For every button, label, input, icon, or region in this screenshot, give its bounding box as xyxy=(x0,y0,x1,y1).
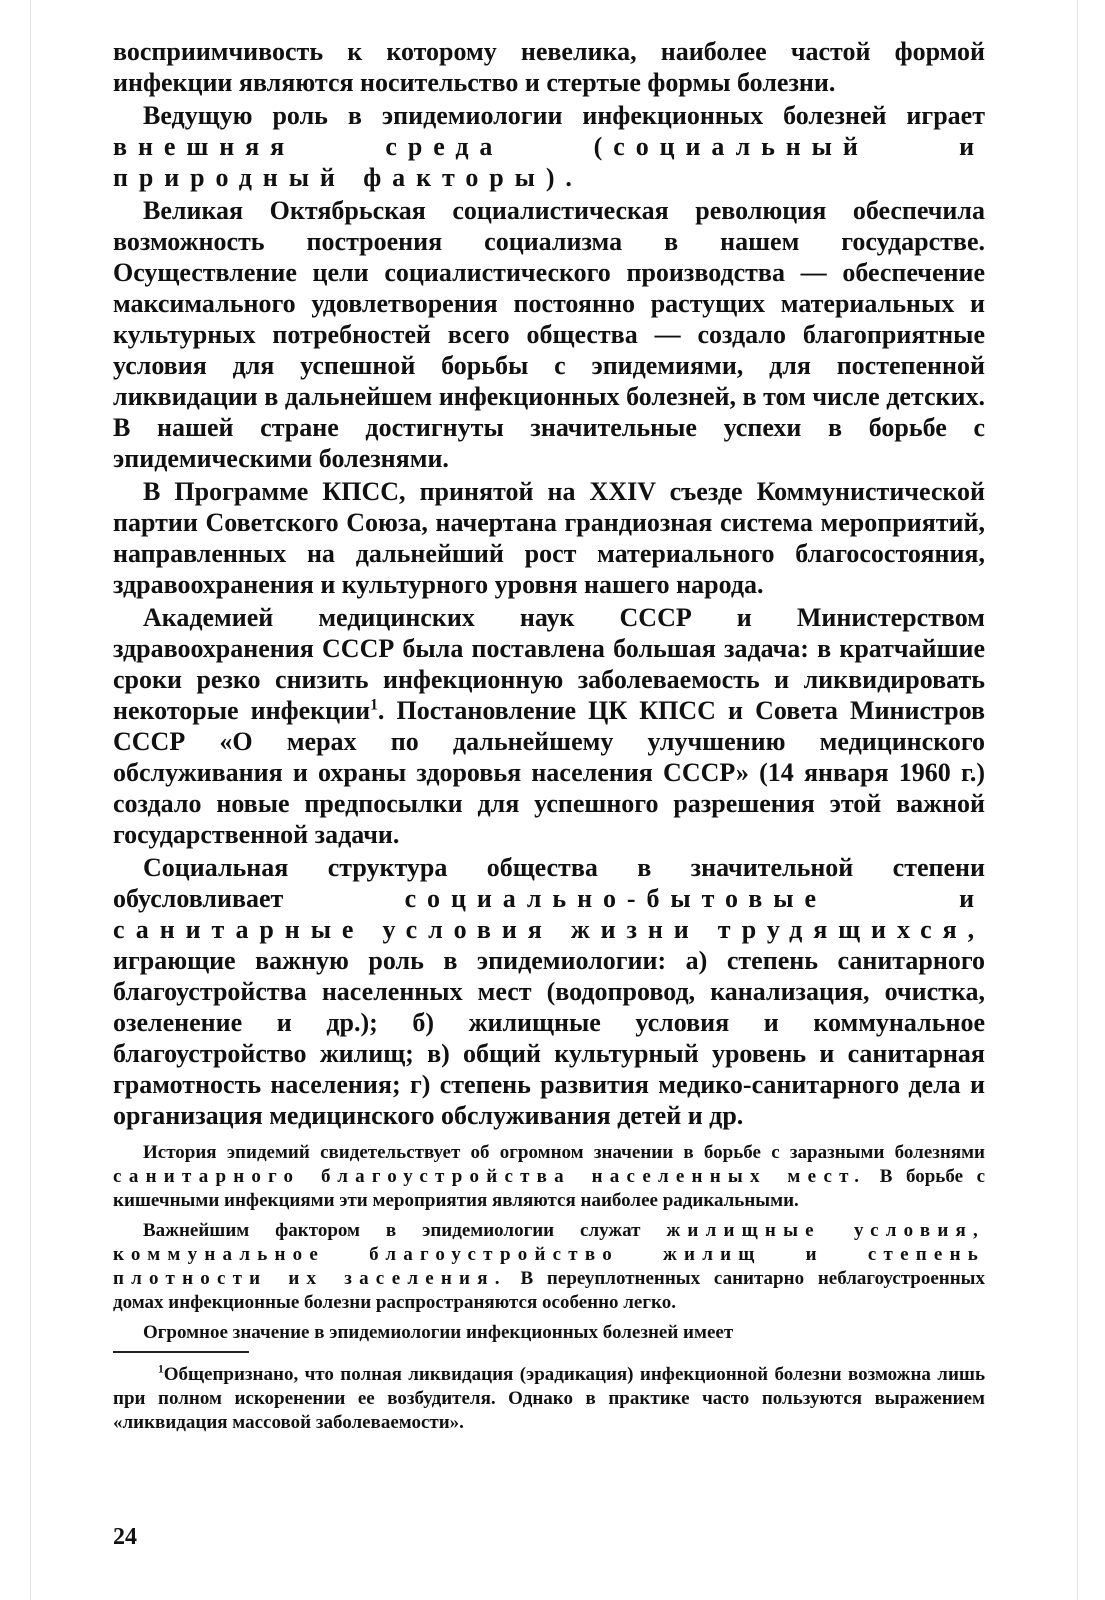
text-run: В Программе КПСС, принятой на XXIV съезде Коммунистической партии Советского Союза, начертана грандиозная система мероприятий, направленных на дальнейший рост материального благосостояния, здравоохранения и культурного уровня нашего народа. xyxy=(113,477,985,599)
book-page xyxy=(30,0,1078,1600)
small-print-body xyxy=(113,1141,985,1345)
body-paragraph xyxy=(113,195,985,474)
footnote-separator xyxy=(113,1351,249,1353)
small-print-paragraph xyxy=(113,1141,985,1213)
body-paragraph xyxy=(113,602,985,850)
text-run: Огромное значение в эпидемиологии инфекционных болезней имеет xyxy=(143,1322,734,1343)
text-run: История эпидемий свидетельствует об огромном значении в борьбе с заразными болезнями xyxy=(143,1142,985,1163)
body-paragraph xyxy=(113,852,985,1131)
spaced-emphasis: жилищные условия, коммунальное благоустройство жилищ и степень плотности их заселения. xyxy=(113,1220,985,1289)
text-run: В борьбе с кишечными инфекциями эти мероприятия являются наиболее радикальными. xyxy=(113,1166,986,1211)
text-run: Социальная структура общества в значительной степени обусловливает xyxy=(113,853,985,913)
text-run: В переуплотненных санитарно неблагоустроенных домах инфекционные болезни распространяются особенно легко. xyxy=(113,1268,985,1313)
page-number: 24 xyxy=(113,1524,137,1550)
text-run: . Постановление ЦК КПСС и Совета Министров СССР «О мерах по дальнейшему улучшению медицинского обслуживания и охраны здоровья населения СССР» (14 января 1960 г.) создало новые предпосылки для успешного разрешения этой важной государственной задачи. xyxy=(113,696,985,849)
body-paragraph xyxy=(113,476,985,600)
text-run: восприимчивость к которому невелика, наиболее частой формой инфекции являются носительство и стертые формы болезни. xyxy=(113,37,985,97)
text-run: Академией медицинских наук СССР и Министерством здравоохранения СССР была поставлена большая задача: в кратчайшие сроки резко снизить инфекционную заболеваемость и ликвидировать некоторые инфекции xyxy=(113,603,985,725)
spaced-emphasis: внешняя среда (социальный и природный факторы). xyxy=(113,132,985,192)
main-body xyxy=(113,36,985,1131)
small-print-paragraph xyxy=(113,1219,985,1315)
footnote-marker: 1 xyxy=(158,1363,164,1376)
spaced-emphasis: социально-бытовые и санитарные условия жизни трудящихся, xyxy=(113,884,985,944)
spaced-emphasis: санитарного благоустройства населенных мест. xyxy=(113,1166,867,1187)
small-print-paragraph xyxy=(113,1321,985,1345)
body-paragraph xyxy=(113,100,985,193)
footnote xyxy=(113,1363,985,1435)
text-run: Важнейшим фактором в эпидемиологии служат xyxy=(143,1220,667,1241)
footnote-text: Общепризнано, что полная ликвидация (эрадикация) инфекционной болезни возможна лишь при полном искоренении ее возбудителя. Однако в практике часто пользуются выражением «ликвидация массовой заболеваемости». xyxy=(113,1364,985,1433)
text-run: играющие важную роль в эпидемиологии: а) степень санитарного благоустройства населенных мест (водопровод, канализация, очистка, озеленение и др.); б) жилищные условия и коммунальное благоустройство жилищ; в) общий культурный уровень и санитарная грамотность населения; г) степень развития медико-санитарного дела и организация медицинского обслуживания детей и др. xyxy=(113,946,985,1130)
footnote-reference: 1 xyxy=(370,696,378,714)
text-block xyxy=(113,36,985,1435)
body-paragraph xyxy=(113,36,985,98)
text-run: Ведущую роль в эпидемиологии инфекционных болезней играет xyxy=(143,101,985,130)
footnote-paragraph xyxy=(113,1363,985,1435)
text-run: Великая Октябрьская социалистическая революция обеспечила возможность построения социализма в нашем государстве. Осуществление цели социалистического производства — обеспечение максимального удовлетворения постоянно растущих материальных и культурных потребностей всего общества — создало благоприятные условия для успешной борьбы с эпидемиями, для постепенной ликвидации в дальнейшем инфекционных болезней, в том числе детских. В нашей стране достигнуты значительные успехи в борьбе с эпидемическими болезнями. xyxy=(113,196,985,473)
